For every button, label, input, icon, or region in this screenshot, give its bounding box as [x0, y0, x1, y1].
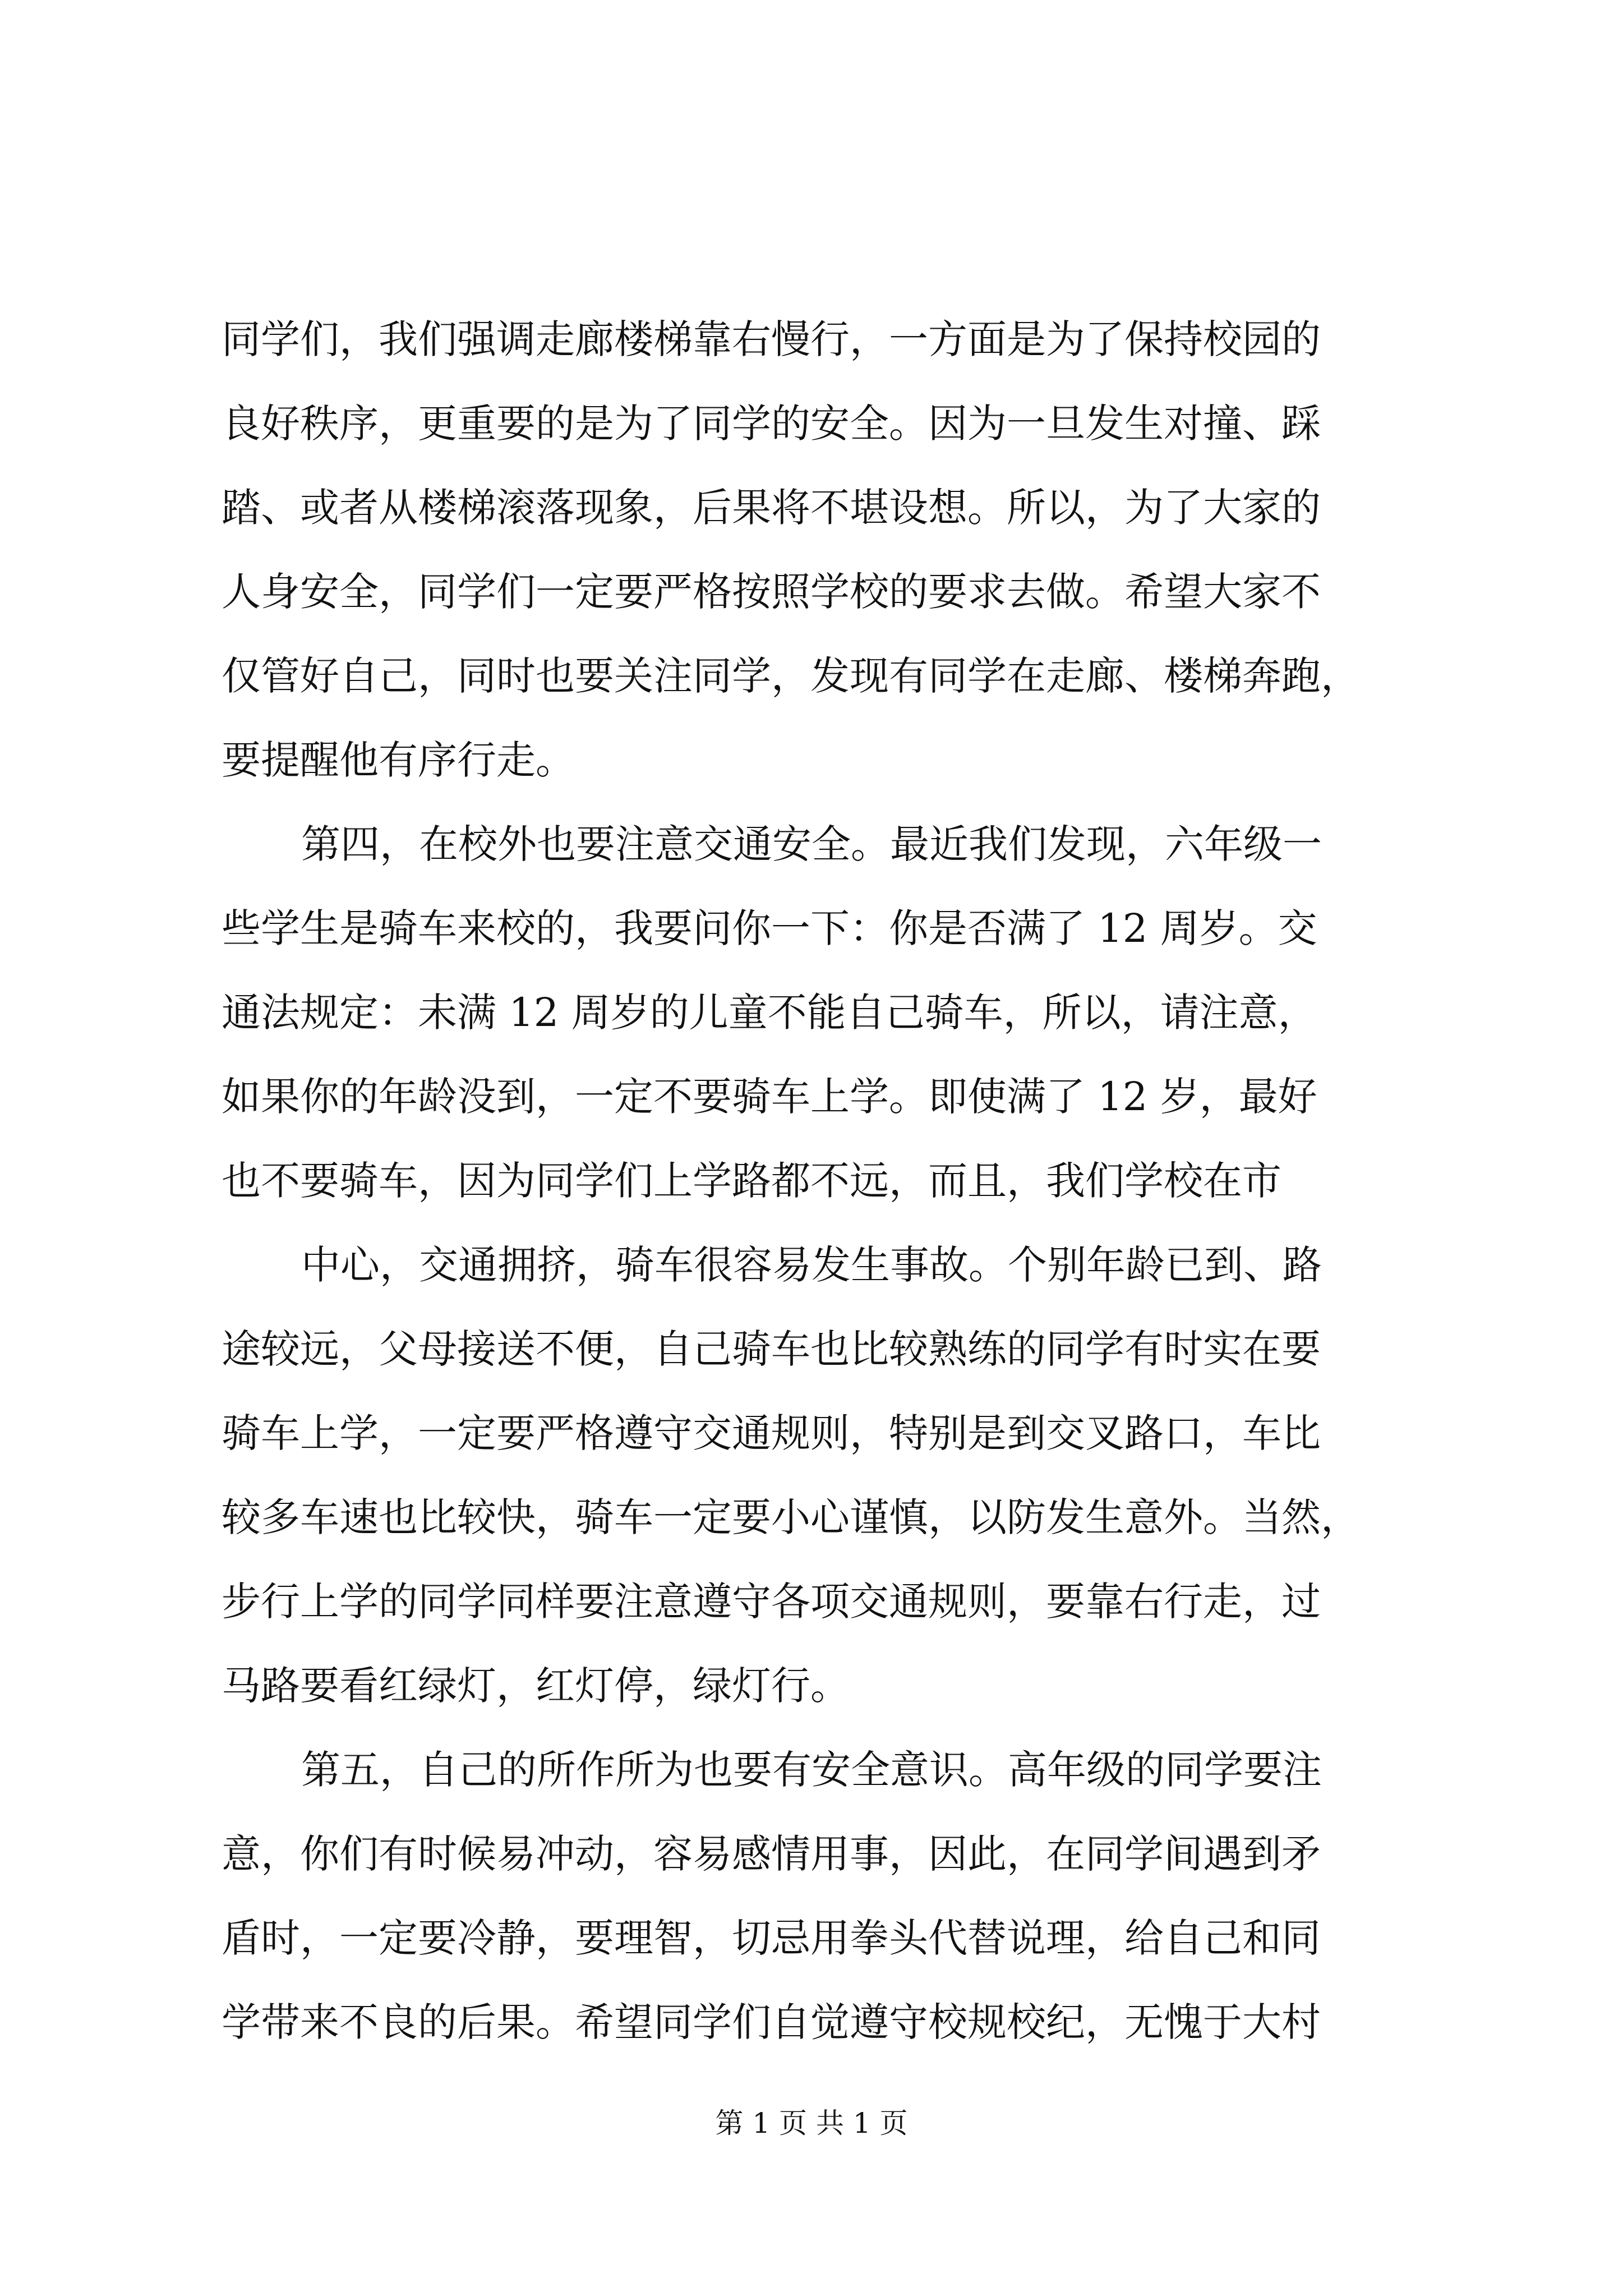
text-line: 良好秩序，更重要的是为了同学的安全。因为一旦发生对撞、踩 — [222, 401, 1321, 447]
text-line: 盾时，一定要冷静，要理智，切忌用拳头代替说理，给自己和同 — [222, 1915, 1321, 1961]
text-line: 同学们，我们强调走廊楼梯靠右慢行，一方面是为了保持校园的 — [222, 316, 1321, 362]
text-line: 步行上学的同学同样要注意遵守各项交通规则，要靠右行走，过 — [222, 1579, 1321, 1625]
text-line: 人身安全，同学们一定要严格按照学校的要求去做。希望大家不 — [222, 569, 1321, 615]
text-line: 些学生是骑车来校的，我要问你一下：你是否满了 12 周岁。交 — [222, 905, 1317, 951]
page-footer: 第 1 页 共 1 页 — [715, 2107, 908, 2139]
text-line: 中心，交通拥挤，骑车很容易发生事故。个别年龄已到、路 — [301, 1242, 1322, 1288]
text-line: 第四，在校外也要注意交通安全。最近我们发现，六年级一 — [301, 821, 1322, 867]
text-line: 第五，自己的所作所为也要有安全意识。高年级的同学要注 — [301, 1747, 1322, 1793]
text-line: 仅管好自己，同时也要关注同学，发现有同学在走廊、楼梯奔跑， — [222, 653, 1360, 699]
text-line: 马路要看红绿灯，红灯停，绿灯行。 — [222, 1663, 850, 1709]
text-line: 要提醒他有序行走。 — [222, 737, 575, 783]
text-line: 骑车上学，一定要严格遵守交通规则，特别是到交叉路口，车比 — [222, 1410, 1321, 1456]
text-line: 途较远，父母接送不便，自己骑车也比较熟练的同学有时实在要 — [222, 1326, 1321, 1372]
text-line: 意，你们有时候易冲动，容易感情用事，因此，在同学间遇到矛 — [222, 1831, 1321, 1877]
document-body — [222, 297, 1427, 2064]
text-line: 如果你的年龄没到，一定不要骑车上学。即使满了 12 岁，最好 — [222, 1074, 1317, 1120]
text-line: 也不要骑车，因为同学们上学路都不远，而且，我们学校在市 — [222, 1158, 1281, 1204]
text-line: 通法规定：未满 12 周岁的儿童不能自己骑车，所以，请注意， — [222, 990, 1317, 1036]
text-line: 学带来不良的后果。希望同学们自觉遵守校规校纪，无愧于大村 — [222, 1999, 1321, 2045]
text-line: 较多车速也比较快，骑车一定要小心谨慎，以防发生意外。当然， — [222, 1494, 1360, 1540]
text-line: 踏、或者从楼梯滚落现象，后果将不堪设想。所以，为了大家的 — [222, 485, 1321, 531]
